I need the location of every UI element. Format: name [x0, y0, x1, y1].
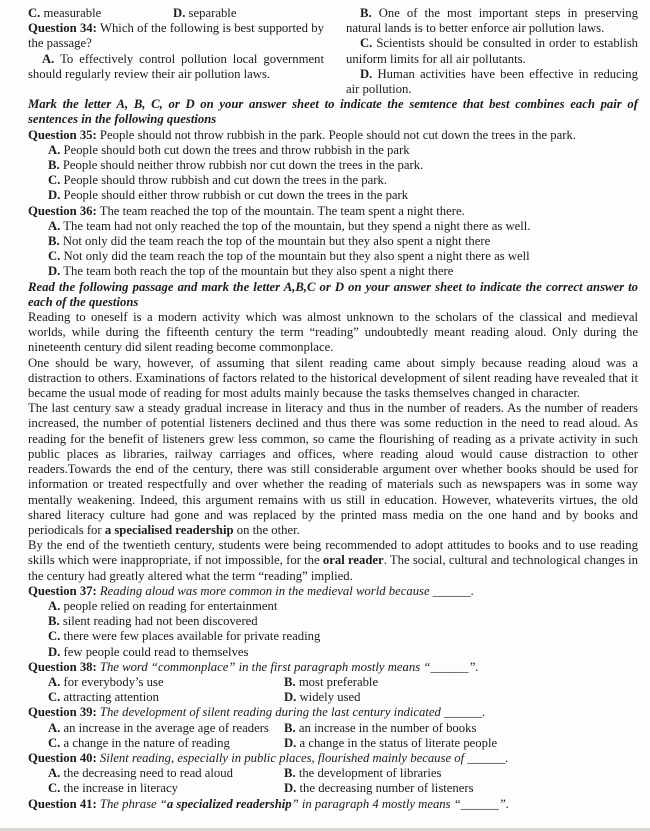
option-text: an increase in the number of books	[298, 720, 477, 735]
option-text: One of the most important steps in preserving natural lands is to better enforce air pollution laws.	[346, 6, 638, 36]
instruction-combine-sentences: Mark the letter A, B, C, or D on your answer sheet to indicate the semtence that best combines each pair of sentences in the following questions	[28, 97, 638, 127]
question-37-option-c	[48, 629, 638, 644]
question-41	[28, 797, 638, 812]
option-text: the decreasing number of listeners	[299, 781, 474, 796]
question-34-option-a	[28, 52, 324, 82]
question-37-option-b	[48, 614, 638, 629]
question-38-label: Question 38:	[28, 659, 97, 674]
question-36-option-a	[48, 219, 638, 234]
question-41-text-pre: The phrase “	[99, 796, 167, 811]
passage-bold-phrase: a specialised readership	[104, 522, 234, 537]
question-41-bold-phrase: a specialized readership	[166, 796, 292, 811]
option-letter: A.	[42, 51, 55, 66]
question-41-text-post: ” in paragraph 4 mostly means “______”.	[291, 796, 510, 811]
option-letter: A.	[48, 142, 61, 157]
option-text: widely used	[299, 690, 361, 705]
passage-paragraph-1: Reading to oneself is a modern activity which was almost unknown to the scholars of the classical and medieval worlds, while during the fifteenth century the term “reading” undoubtedly meant reading aloud. Only during the nineteenth century did silent reading become commonplace.	[28, 310, 638, 355]
question-37-option-a	[48, 599, 638, 614]
option-letter: A.	[48, 766, 61, 781]
option-letter: A.	[48, 598, 61, 613]
option-letter: C.	[48, 249, 61, 264]
option-letter: B.	[284, 720, 296, 735]
question-37-label: Question 37:	[28, 583, 97, 598]
question-40-option-c	[48, 781, 284, 796]
top-left-column	[28, 6, 324, 97]
question-34-text: Which of the following is best supported by the passage?	[28, 21, 324, 51]
option-text: people relied on reading for entertainment	[63, 598, 278, 613]
question-37-options	[28, 599, 638, 660]
question-36	[28, 204, 638, 219]
option-letter: C.	[48, 735, 61, 750]
question-36-text: The team reached the top of the mountain. The team spent a night there.	[99, 203, 465, 218]
option-letter: B.	[284, 766, 296, 781]
option-text: People should neither throw rubbish nor cut down the trees in the park.	[62, 158, 424, 173]
question-40-option-b	[284, 766, 638, 781]
option-letter: B.	[48, 158, 60, 173]
option-text: the development of libraries	[298, 766, 442, 781]
option-text: attracting attention	[63, 690, 159, 705]
option-text: People should both cut down the trees and throw rubbish in the park	[63, 142, 410, 157]
question-38	[28, 660, 638, 675]
option-letter: A.	[48, 720, 61, 735]
option-letter: A.	[48, 218, 61, 233]
top-section	[28, 6, 638, 97]
question-37-option-d	[48, 645, 638, 660]
option-letter: D.	[173, 6, 186, 20]
option-text: Not only did the team reach the top of the mountain but they also spent a night there	[62, 234, 491, 249]
question-35-option-a	[48, 143, 638, 158]
option-text: Scientists should be consulted in order to establish uniform limits for all air pollutants.	[346, 36, 639, 66]
question-40-option-d	[284, 781, 638, 796]
question-39-option-b	[284, 721, 638, 736]
option-text: for everybody’s use	[63, 674, 164, 689]
question-37-text: Reading aloud was more common in the medieval world because ______.	[99, 583, 475, 598]
option-letter: C.	[48, 690, 61, 705]
option-text: The team had not only reached the top of the mountain, but they spend a night there as well.	[63, 218, 531, 233]
option-letter: D.	[284, 781, 297, 796]
question-39-option-d	[284, 736, 638, 751]
question-33-options-cd	[28, 6, 324, 21]
question-40-label: Question 40:	[28, 750, 97, 765]
question-38-option-b	[284, 675, 638, 690]
option-text: The team both reach the top of the mountain but they also spent a night there	[63, 264, 454, 279]
option-text: most preferable	[298, 674, 379, 689]
option-letter: C.	[48, 173, 61, 188]
option-text: silent reading had not been discovered	[62, 614, 258, 629]
question-39-text: The development of silent reading during the last century indicated ______.	[99, 705, 486, 720]
option-letter: D.	[360, 66, 373, 81]
top-right-column	[346, 6, 638, 97]
option-text: a change in the nature of reading	[63, 735, 230, 750]
question-36-option-d	[48, 264, 638, 279]
question-35-option-c	[48, 173, 638, 188]
option-letter: D.	[284, 735, 297, 750]
option-text: Not only did the team reach the top of the mountain but they also spent a night there as well	[63, 249, 530, 264]
option-letter: A.	[48, 674, 61, 689]
question-38-option-a	[48, 675, 284, 690]
option-letter: C.	[360, 36, 373, 51]
question-36-option-c	[48, 249, 638, 264]
question-38-text: The word “commonplace” in the first paragraph mostly means “______”.	[99, 659, 479, 674]
question-41-label: Question 41:	[28, 796, 97, 811]
option-text: the increase in literacy	[63, 781, 178, 796]
question-34-label: Question 34:	[28, 21, 97, 36]
question-40-option-a	[48, 766, 284, 781]
option-text: a change in the status of literate people	[299, 735, 498, 750]
passage-text: on the other.	[233, 522, 300, 537]
question-35-option-b	[48, 158, 638, 173]
question-39	[28, 705, 638, 720]
option-letter: D.	[48, 188, 61, 203]
question-39-option-c	[48, 736, 284, 751]
option-letter: B.	[284, 674, 296, 689]
question-38-options	[48, 675, 638, 705]
option-letter: D.	[284, 690, 297, 705]
option-letter: D.	[48, 264, 61, 279]
question-34-option-d	[346, 67, 638, 97]
option-letter: B.	[48, 614, 60, 629]
passage-text: . The social, cultural and technological changes in the century had greatly altered what the term “reading” implied.	[28, 553, 639, 583]
question-40-options	[48, 766, 638, 796]
option-text: there were few places available for private reading	[63, 629, 321, 644]
option-letter: D.	[48, 644, 61, 659]
passage-paragraph-4	[28, 538, 638, 584]
question-40	[28, 751, 638, 766]
option-text: few people could read to themselves	[63, 644, 249, 659]
question-36-label: Question 36:	[28, 203, 97, 218]
option-letter: C.	[48, 781, 61, 796]
question-34-option-b	[346, 6, 638, 36]
question-37	[28, 584, 638, 599]
option-letter: C.	[28, 6, 41, 20]
option-text: To effectively control pollution local government should regularly review their air pollution laws.	[28, 51, 324, 81]
question-35-text: People should not throw rubbish in the park. People should not cut down the trees in the park.	[99, 127, 576, 142]
option-letter: B.	[48, 234, 60, 249]
question-38-option-c	[48, 690, 284, 705]
passage-paragraph-2: One should be wary, however, of assuming that silent reading came about simply because reading aloud was a distraction to others. Examinations of factors related to the historical development of silent reading have revealed that it became the usual mode of reading for most adults mainly because the tasks themselves changed in character.	[28, 355, 638, 401]
question-35-option-d	[48, 188, 638, 203]
reading-passage	[28, 310, 638, 584]
option-text: People should throw rubbish and cut down the trees in the park.	[63, 173, 387, 188]
question-39-options	[48, 721, 638, 751]
passage-text: The last century saw a steady gradual increase in literacy and thus in the number of readers. As the number of readers increased, the number of potential listeners declined and thus there was some reduction in the need to read aloud. As reading for the benefit of listeners grew less common, so came the flourishing of reading as a private activity in such public places as libraries, railway carriages and offices, where reading aloud would cause distraction to other readers.Towards the end of the century, there was still considerable argument over whether books should be used for information or treated respectfully and over whether the reading of materials such as newspapers was in some way mentally weakening. Indeed, this argument remains with us still in education. However, whateverits virtues, the old shared literacy culture had gone and was replaced by the printed mass media on the one hand and by books and periodicals for	[28, 401, 638, 537]
question-39-option-a	[48, 721, 284, 736]
question-34	[28, 21, 324, 51]
question-36-options	[28, 219, 638, 280]
question-35	[28, 128, 638, 143]
passage-text: By the end of the twentieth century, students were being recommended to adopt attitudes to books and to use reading skills which were inappropriate, if not impossible, for the	[28, 538, 638, 568]
option-text: separable	[188, 6, 237, 20]
option-text: People should either throw rubbish or cut down the trees in the park	[63, 188, 409, 203]
question-35-options	[28, 143, 638, 204]
option-letter: C.	[48, 629, 61, 644]
question-35-label: Question 35:	[28, 127, 97, 142]
option-d	[173, 6, 324, 21]
question-39-label: Question 39:	[28, 705, 97, 720]
option-text: Human activities have been effective in reducing air pollution.	[346, 66, 638, 97]
option-c	[28, 6, 173, 21]
question-34-option-c	[346, 36, 638, 66]
option-text: an increase in the average age of readers	[63, 720, 269, 735]
option-letter: B.	[360, 6, 372, 20]
option-text: the decreasing need to read aloud	[63, 766, 233, 781]
instruction-reading-passage: Read the following passage and mark the letter A,B,C or D on your answer sheet to indicate the correct answer to each of the questions	[28, 279, 638, 309]
question-38-option-d	[284, 690, 638, 705]
question-36-option-b	[48, 234, 638, 249]
passage-bold-phrase: oral reader	[322, 553, 384, 568]
option-text: measurable	[43, 6, 102, 20]
passage-paragraph-3	[28, 401, 638, 538]
question-40-text: Silent reading, especially in public places, flourished mainly because of ______.	[99, 750, 509, 765]
